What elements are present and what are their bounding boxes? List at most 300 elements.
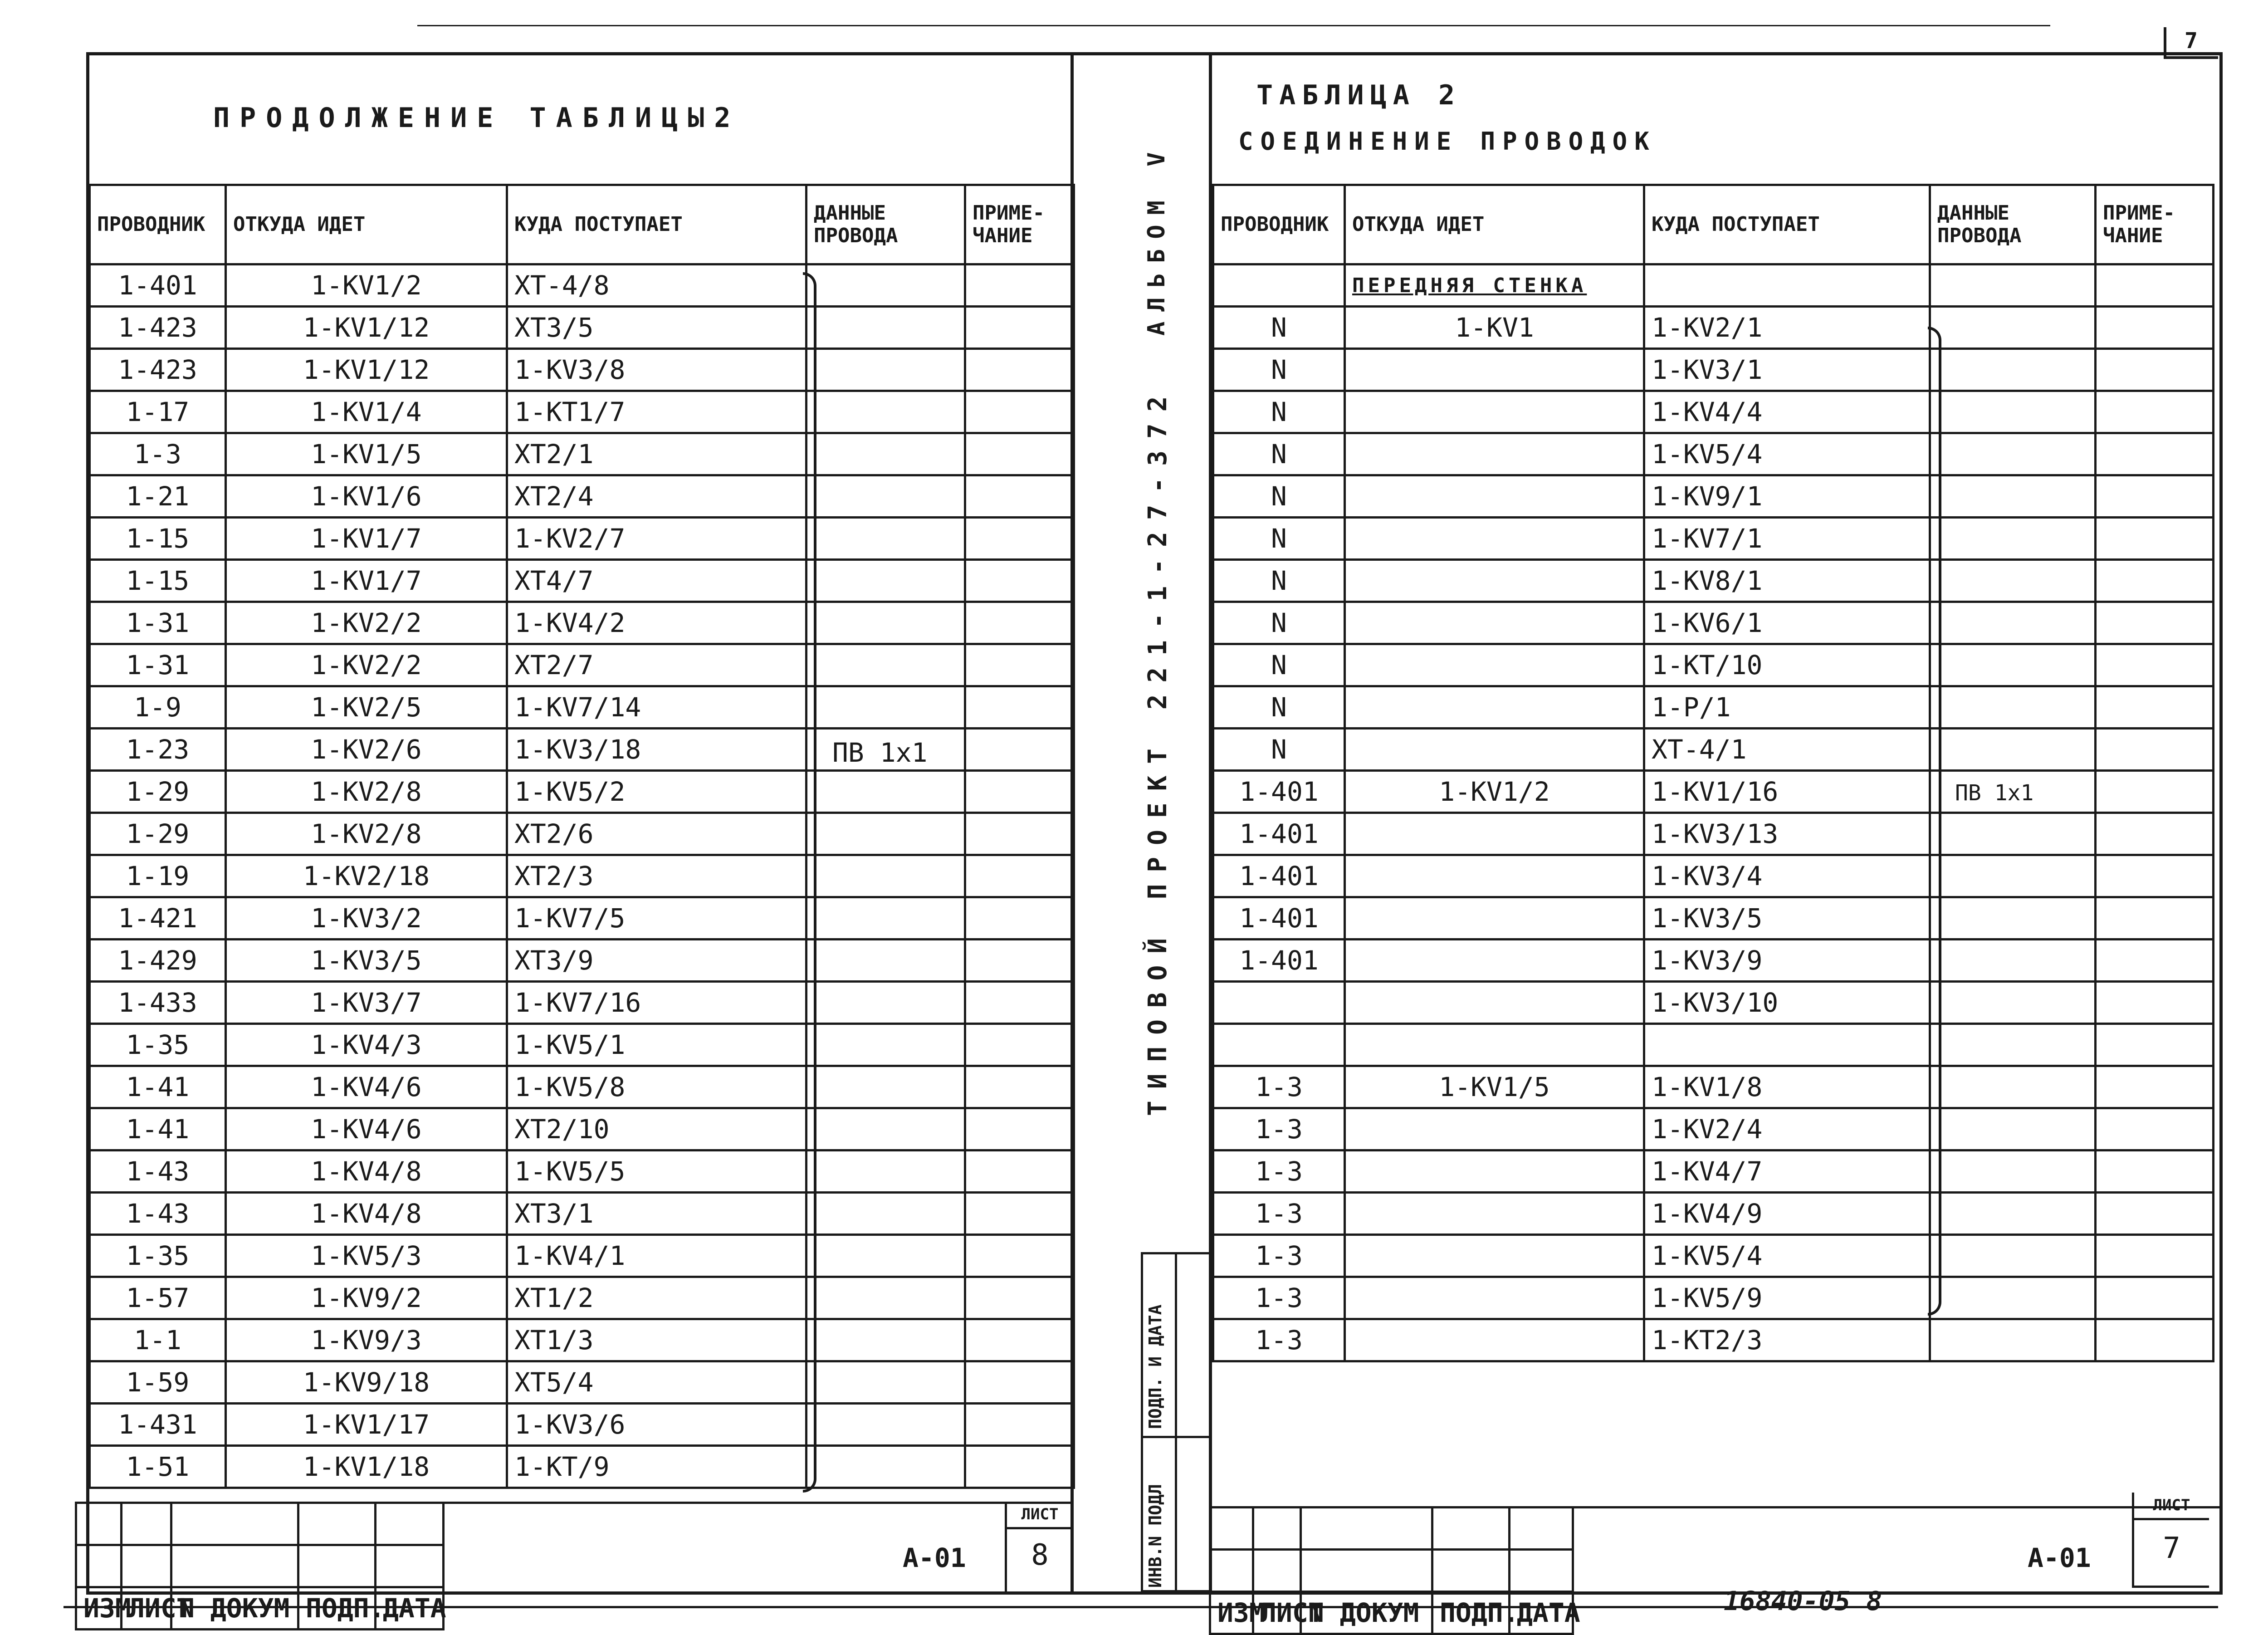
to-cell: 1-KV2/7: [507, 518, 807, 560]
from-cell: 1-KV2/2: [226, 602, 507, 644]
to-cell: 1-KV6/1: [1644, 602, 1930, 644]
to-cell: 1-KV1/16: [1644, 771, 1930, 813]
table-row: [1213, 686, 2214, 729]
to-cell: 1-KV5/8: [507, 1066, 807, 1108]
stamp-label-sign: ПОДП.: [1432, 1592, 1510, 1634]
left-table-title: ПРОДОЛЖЕНИЕ ТАБЛИЦЫ2: [213, 102, 741, 134]
to-cell: 1-P/1: [1644, 686, 1930, 729]
header-to: КУДА ПОСТУПАЕТ: [507, 185, 807, 264]
note-cell: [965, 644, 1074, 686]
conductor-cell: N: [1213, 307, 1345, 349]
conductor-cell: 1-401: [1213, 855, 1345, 897]
table-row: [90, 1235, 1074, 1277]
conductor-cell: 1-17: [90, 391, 226, 433]
from-cell: 1-KV4/6: [226, 1108, 507, 1150]
conductor-cell: 1-3: [1213, 1193, 1345, 1235]
note-cell: [965, 729, 1074, 771]
wire-data-cell: [807, 644, 965, 686]
table-row: [90, 475, 1074, 518]
to-cell: XT2/6: [507, 813, 807, 855]
table-row: [90, 307, 1074, 349]
from-cell: [1345, 982, 1644, 1024]
table-row: [1213, 1150, 2214, 1193]
table-row: [90, 1446, 1074, 1488]
table-row: [90, 1024, 1074, 1066]
left-doc-code: А-01: [903, 1542, 966, 1573]
to-cell: 1-KV4/9: [1644, 1193, 1930, 1235]
from-cell: 1-KV1/7: [226, 560, 507, 602]
note-cell: [965, 1277, 1074, 1319]
note-cell: [2096, 349, 2214, 391]
left-stamp-top: [75, 1502, 1070, 1504]
note-cell: [965, 1235, 1074, 1277]
table-row: [90, 264, 1074, 307]
wire-data-cell: [807, 940, 965, 982]
to-cell: [1644, 1024, 1930, 1066]
left-sheet-box: [1005, 1502, 1073, 1592]
table-row: [90, 1404, 1074, 1446]
wire-data-cell: [807, 1446, 965, 1488]
stamp-label-izm: ИЗМ: [1210, 1592, 1253, 1634]
conductor-cell: 1-401: [1213, 940, 1345, 982]
from-cell: 1-KV1/18: [226, 1446, 507, 1488]
from-cell: [1345, 1150, 1644, 1193]
right-wire-brace: [1928, 327, 1941, 1316]
stamp-label-list: ЛИСТ: [122, 1587, 171, 1630]
right-stamp-table: [1209, 1506, 1580, 1635]
to-cell: 1-KV5/1: [507, 1024, 807, 1066]
conductor-cell: 1-401: [1213, 813, 1345, 855]
table-row: [1213, 897, 2214, 940]
wire-data-cell: [1930, 1319, 2096, 1361]
table-row: [90, 1150, 1074, 1193]
to-cell: XT2/1: [507, 433, 807, 475]
table-row: [90, 813, 1074, 855]
from-cell: 1-KV2/8: [226, 813, 507, 855]
conductor-cell: [1213, 1024, 1345, 1066]
album-label: АЛЬБОМ V: [1143, 142, 1170, 336]
from-cell: [1345, 1319, 1644, 1361]
table-row: [1213, 1066, 2214, 1108]
section-title: ПЕРЕДНЯЯ СТЕНКА: [1345, 264, 1644, 307]
to-cell: XT2/3: [507, 855, 807, 897]
note-cell: [2096, 644, 2214, 686]
to-cell: 1-KV2/4: [1644, 1108, 1930, 1150]
wire-data-cell: [807, 897, 965, 940]
from-cell: [1345, 897, 1644, 940]
conductor-cell: 1-431: [90, 1404, 226, 1446]
wire-data-cell: [807, 813, 965, 855]
table-row: [1213, 518, 2214, 560]
to-cell: XT-4/1: [1644, 729, 1930, 771]
conductor-cell: 1-15: [90, 518, 226, 560]
note-cell: [965, 1066, 1074, 1108]
table-row: [90, 391, 1074, 433]
wire-data-cell: [807, 771, 965, 813]
conductor-cell: 1-43: [90, 1193, 226, 1235]
note-cell: [965, 264, 1074, 307]
from-cell: [1345, 644, 1644, 686]
from-cell: 1-KV2/5: [226, 686, 507, 729]
from-cell: [1345, 813, 1644, 855]
from-cell: 1-KV1/7: [226, 518, 507, 560]
stamp-label-sign: ПОДП.: [298, 1587, 376, 1630]
table-row: [90, 1277, 1074, 1319]
to-cell: 1-KV5/4: [1644, 1235, 1930, 1277]
table-row: [90, 855, 1074, 897]
from-cell: 1-KV4/3: [226, 1024, 507, 1066]
wire-data-cell: [1930, 475, 2096, 518]
wire-data-cell: [1930, 855, 2096, 897]
wire-data-cell: [807, 1277, 965, 1319]
note-cell: [965, 475, 1074, 518]
wire-data-cell: [807, 560, 965, 602]
corner-number: 7: [2185, 28, 2198, 54]
table-row: [90, 349, 1074, 391]
from-cell: [1345, 1193, 1644, 1235]
note-cell: [2096, 1235, 2214, 1277]
table-row: [1213, 813, 2214, 855]
left-table-header: [90, 185, 1074, 264]
to-cell: 1-KV4/2: [507, 602, 807, 644]
table-row: [90, 602, 1074, 644]
conductor-cell: 1-41: [90, 1066, 226, 1108]
conductor-cell: 1-57: [90, 1277, 226, 1319]
note-cell: [965, 560, 1074, 602]
table-row: [1213, 1108, 2214, 1150]
to-cell: XT2/4: [507, 475, 807, 518]
from-cell: 1-KV1/4: [226, 391, 507, 433]
header-conductor: ПРОВОДНИК: [1213, 185, 1345, 264]
wire-data-cell: [1930, 602, 2096, 644]
table-row: [1213, 940, 2214, 982]
wire-data-cell: [807, 1361, 965, 1404]
right-stamp-top: [1209, 1506, 2223, 1508]
wire-data-cell: [1930, 982, 2096, 1024]
conductor-cell: [1213, 982, 1345, 1024]
table-row: [90, 518, 1074, 560]
note-cell: [2096, 433, 2214, 475]
conductor-cell: 1-29: [90, 771, 226, 813]
note-cell: [965, 686, 1074, 729]
conductor-cell: 1-401: [1213, 771, 1345, 813]
table-row: [90, 1361, 1074, 1404]
table-row: [1213, 1024, 2214, 1066]
wire-data-cell: [1930, 644, 2096, 686]
conductor-cell: 1-29: [90, 813, 226, 855]
stamp-label-izm: ИЗМ: [76, 1587, 122, 1630]
left-stamp-table: [75, 1502, 445, 1630]
right-sheet-number: 7: [2163, 1532, 2180, 1565]
to-cell: XT1/3: [507, 1319, 807, 1361]
from-cell: [1345, 1108, 1644, 1150]
to-cell: XT3/5: [507, 307, 807, 349]
header-from: ОТКУДА ИДЕТ: [226, 185, 507, 264]
to-cell: 1-KV2/1: [1644, 307, 1930, 349]
note-cell: [2096, 897, 2214, 940]
note-cell: [2096, 771, 2214, 813]
wire-data-cell: [1930, 1193, 2096, 1235]
wire-data-cell: [1930, 349, 2096, 391]
table-row: [90, 771, 1074, 813]
note-cell: [965, 1150, 1074, 1193]
to-cell: 1-KT/9: [507, 1446, 807, 1488]
wire-data-cell: [1930, 307, 2096, 349]
table-row: [90, 560, 1074, 602]
note-cell: [2096, 518, 2214, 560]
from-cell: 1-KV3/5: [226, 940, 507, 982]
table-row: [1213, 1277, 2214, 1319]
conductor-cell: 1-401: [90, 264, 226, 307]
conductor-cell: 1-3: [1213, 1108, 1345, 1150]
header-wire-data: ДАННЫЕ ПРОВОДА: [1930, 185, 2096, 264]
note-cell: [2096, 1108, 2214, 1150]
right-doc-code: А-01: [2028, 1542, 2091, 1573]
note-cell: [2096, 391, 2214, 433]
conductor-cell: 1-3: [90, 433, 226, 475]
wire-data-cell: [1930, 560, 2096, 602]
note-cell: [2096, 560, 2214, 602]
to-cell: 1-KV3/9: [1644, 940, 1930, 982]
note-cell: [2096, 602, 2214, 644]
from-cell: 1-KV3/2: [226, 897, 507, 940]
left-wire-brace: [803, 272, 816, 1493]
wire-data-cell: [1930, 940, 2096, 982]
note-cell: [965, 1108, 1074, 1150]
table-row: [1213, 771, 2214, 813]
table-row: [90, 1108, 1074, 1150]
to-cell: 1-KV9/1: [1644, 475, 1930, 518]
table-row: [1213, 307, 2214, 349]
from-cell: [1345, 475, 1644, 518]
note-cell: [965, 1404, 1074, 1446]
wire-data-cell: [807, 518, 965, 560]
note-cell: [2096, 1193, 2214, 1235]
middle-stamp-divider-v: [1175, 1252, 1177, 1592]
note-cell: [2096, 1024, 2214, 1066]
from-cell: 1-KV2/6: [226, 729, 507, 771]
left-sheet-number: 8: [1031, 1538, 1049, 1572]
note-cell: [2096, 940, 2214, 982]
from-cell: [1345, 1277, 1644, 1319]
conductor-cell: N: [1213, 560, 1345, 602]
from-cell: [1345, 433, 1644, 475]
conductor-cell: 1-51: [90, 1446, 226, 1488]
wire-data-cell: [1930, 729, 2096, 771]
conductor-cell: N: [1213, 391, 1345, 433]
header-note: ПРИМЕ- ЧАНИЕ: [2096, 185, 2214, 264]
table-row: [1213, 602, 2214, 644]
right-sheet-box: [2132, 1493, 2209, 1588]
conductor-cell: 1-41: [90, 1108, 226, 1150]
to-cell: 1-KV7/16: [507, 982, 807, 1024]
table-row: [1213, 349, 2214, 391]
from-cell: 1-KV1/17: [226, 1404, 507, 1446]
conductor-cell: 1-59: [90, 1361, 226, 1404]
wire-data-cell: [807, 1024, 965, 1066]
note-cell: [965, 771, 1074, 813]
table-row: [1213, 560, 2214, 602]
to-cell: XT2/7: [507, 644, 807, 686]
note-cell: [965, 855, 1074, 897]
conductor-cell: 1-31: [90, 644, 226, 686]
to-cell: 1-KV3/13: [1644, 813, 1930, 855]
conductor-cell: 1-23: [90, 729, 226, 771]
wire-data-cell: [807, 686, 965, 729]
to-cell: XT3/9: [507, 940, 807, 982]
note-cell: [2096, 855, 2214, 897]
conductor-cell: N: [1213, 686, 1345, 729]
to-cell: 1-KV3/18: [507, 729, 807, 771]
from-cell: 1-KV1/2: [1345, 771, 1644, 813]
to-cell: XT2/10: [507, 1108, 807, 1150]
note-cell: [2096, 813, 2214, 855]
wire-data-cell: [807, 475, 965, 518]
to-cell: 1-KV1/8: [1644, 1066, 1930, 1108]
header-note: ПРИМЕ- ЧАНИЕ: [965, 185, 1074, 264]
note-cell: [965, 518, 1074, 560]
table-row: [1213, 475, 2214, 518]
to-cell: 1-KV8/1: [1644, 560, 1930, 602]
conductor-cell: 1-423: [90, 349, 226, 391]
note-cell: [2096, 1150, 2214, 1193]
from-cell: 1-KV4/6: [226, 1066, 507, 1108]
wire-data-cell: [807, 1150, 965, 1193]
from-cell: [1345, 391, 1644, 433]
from-cell: 1-KV5/3: [226, 1235, 507, 1277]
conductor-cell: 1-9: [90, 686, 226, 729]
from-cell: 1-KV1/2: [226, 264, 507, 307]
to-cell: 1-KV5/2: [507, 771, 807, 813]
from-cell: [1345, 349, 1644, 391]
table-row: [90, 433, 1074, 475]
wire-data-cell: [1930, 1024, 2096, 1066]
to-cell: 1-KV3/5: [1644, 897, 1930, 940]
conductor-cell: 1-3: [1213, 1150, 1345, 1193]
right-table: [1212, 184, 2214, 1362]
table-row: [1213, 982, 2214, 1024]
note-cell: [965, 940, 1074, 982]
from-cell: [1345, 1024, 1644, 1066]
to-cell: 1-KV3/8: [507, 349, 807, 391]
from-cell: [1345, 602, 1644, 644]
from-cell: [1345, 940, 1644, 982]
conductor-cell: 1-429: [90, 940, 226, 982]
table-row: [90, 1193, 1074, 1235]
wire-data-cell: [1930, 1066, 2096, 1108]
table-row: [1213, 729, 2214, 771]
left-wire-data: ПВ 1х1: [832, 737, 928, 768]
to-cell: 1-KV4/4: [1644, 391, 1930, 433]
conductor-cell: N: [1213, 602, 1345, 644]
wire-data-cell: [1930, 1108, 2096, 1150]
conductor-cell: N: [1213, 729, 1345, 771]
conductor-cell: 1-31: [90, 602, 226, 644]
wire-data-cell: [1930, 686, 2096, 729]
top-rule: [417, 25, 2050, 26]
right-wire-data: ПВ 1х1: [1955, 780, 2034, 806]
conductor-cell: N: [1213, 518, 1345, 560]
to-cell: 1-KV7/1: [1644, 518, 1930, 560]
header-conductor: ПРОВОДНИК: [90, 185, 226, 264]
to-cell: 1-KV5/4: [1644, 433, 1930, 475]
wire-data-cell: [1930, 433, 2096, 475]
conductor-cell: 1-19: [90, 855, 226, 897]
conductor-cell: 1-3: [1213, 1277, 1345, 1319]
wire-data-cell: [807, 264, 965, 307]
wire-data-cell: [1930, 391, 2096, 433]
table-row: [1213, 391, 2214, 433]
to-cell: 1-KV4/1: [507, 1235, 807, 1277]
wire-data-cell: [1930, 1235, 2096, 1277]
from-cell: 1-KV1/5: [1345, 1066, 1644, 1108]
to-cell: XT4/7: [507, 560, 807, 602]
from-cell: 1-KV1/6: [226, 475, 507, 518]
table-row: [1213, 433, 2214, 475]
to-cell: 1-KV5/9: [1644, 1277, 1930, 1319]
table-row: [1213, 1235, 2214, 1277]
from-cell: 1-KV4/8: [226, 1193, 507, 1235]
stamp-inv-no: ИНВ.N ПОДЛ: [1145, 1484, 1165, 1588]
header-to: КУДА ПОСТУПАЕТ: [1644, 185, 1930, 264]
wire-data-cell: [807, 1193, 965, 1235]
header-wire-data: ДАННЫЕ ПРОВОДА: [807, 185, 965, 264]
right-sheet-label: ЛИСТ: [2134, 1493, 2209, 1520]
from-cell: [1345, 518, 1644, 560]
note-cell: [965, 1319, 1074, 1361]
from-cell: 1-KV4/8: [226, 1150, 507, 1193]
from-cell: 1-KV1/12: [226, 349, 507, 391]
table-row: [90, 1319, 1074, 1361]
conductor-cell: 1-3: [1213, 1235, 1345, 1277]
from-cell: 1-KV2/8: [226, 771, 507, 813]
note-cell: [2096, 982, 2214, 1024]
note-cell: [965, 433, 1074, 475]
right-table-title-2: СОЕДИНЕНИЕ ПРОВОДОК: [1238, 127, 1657, 156]
conductor-cell: 1-423: [90, 307, 226, 349]
conductor-cell: N: [1213, 433, 1345, 475]
left-table: [88, 184, 1075, 1489]
from-cell: [1345, 855, 1644, 897]
to-cell: 1-KV4/7: [1644, 1150, 1930, 1193]
from-cell: [1345, 560, 1644, 602]
conductor-cell: 1-421: [90, 897, 226, 940]
wire-data-cell: [807, 1319, 965, 1361]
wire-data-cell: [807, 307, 965, 349]
from-cell: 1-KV1: [1345, 307, 1644, 349]
note-cell: [2096, 1066, 2214, 1108]
note-cell: [965, 1446, 1074, 1488]
note-cell: [2096, 1319, 2214, 1361]
stamp-label-doc: N ДОКУМ: [1301, 1592, 1432, 1634]
from-cell: 1-KV1/12: [226, 307, 507, 349]
note-cell: [2096, 307, 2214, 349]
note-cell: [2096, 729, 2214, 771]
from-cell: 1-KV1/5: [226, 433, 507, 475]
wire-data-cell: [807, 602, 965, 644]
note-cell: [965, 391, 1074, 433]
note-cell: [965, 1193, 1074, 1235]
table-row: [90, 982, 1074, 1024]
from-cell: 1-KV9/3: [226, 1319, 507, 1361]
note-cell: [965, 602, 1074, 644]
conductor-cell: 1-35: [90, 1235, 226, 1277]
conductor-cell: 1-433: [90, 982, 226, 1024]
from-cell: 1-KV2/18: [226, 855, 507, 897]
to-cell: XT1/2: [507, 1277, 807, 1319]
note-cell: [965, 982, 1074, 1024]
wire-data-cell: [807, 433, 965, 475]
